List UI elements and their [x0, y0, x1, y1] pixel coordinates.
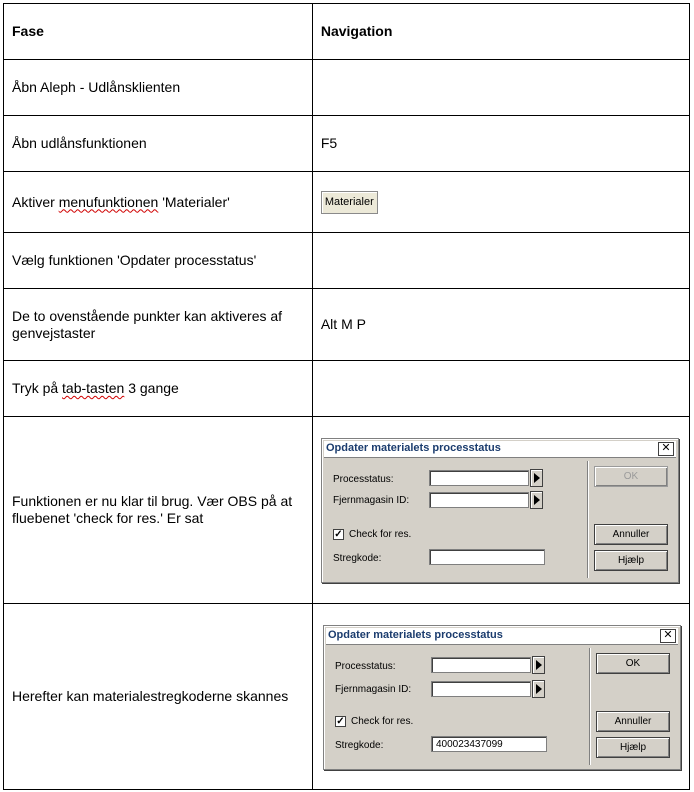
- check-for-res-label: Check for res.: [351, 716, 414, 727]
- fase-suffix: 3 gange: [124, 380, 179, 396]
- fase-suffix: 'Materialer': [158, 193, 230, 210]
- fase-cell: Funktionen er nu klar til brug. Vær OBS på at fluebenet 'check for res.' Er sat: [4, 417, 313, 604]
- check-for-res-checkbox[interactable]: ✓: [336, 716, 345, 727]
- processtatus-input[interactable]: [429, 470, 529, 486]
- navigation-cell: [312, 233, 689, 289]
- processtatus-arrow-icon[interactable]: [530, 469, 543, 487]
- table-row: [4, 361, 690, 417]
- check-for-res-label: Check for res.: [349, 529, 412, 540]
- dialog-separator: [589, 648, 591, 765]
- materialer-button[interactable]: Materialer: [321, 191, 378, 214]
- table-header-row: [4, 4, 690, 60]
- stregkode-label: Stregkode:: [335, 740, 384, 751]
- processtatus-label: Processtatus:: [333, 474, 394, 485]
- stregkode-input[interactable]: [429, 549, 545, 565]
- spellcheck-marked-word: menufunktionen: [58, 193, 159, 210]
- table-row: [4, 60, 690, 116]
- fase-prefix: Aktiver: [12, 193, 59, 210]
- processtatus-label: Processtatus:: [335, 661, 396, 672]
- table-row: [4, 116, 690, 172]
- annuller-button[interactable]: Annuller: [594, 524, 668, 545]
- fjernmagasin-arrow-icon[interactable]: [532, 680, 545, 698]
- hjaelp-button[interactable]: Hjælp: [596, 737, 670, 758]
- dialog-title: Opdater materialets processtatus: [328, 629, 503, 641]
- fase-prefix: Tryk på: [12, 380, 63, 396]
- processtatus-arrow-icon[interactable]: [532, 656, 545, 674]
- navigation-cell: [312, 60, 689, 116]
- fase-cell: [4, 172, 313, 233]
- close-icon[interactable]: ✕: [660, 629, 676, 643]
- fase-cell: [4, 361, 313, 417]
- stregkode-input[interactable]: 400023437099: [431, 736, 547, 752]
- dialog-title-bar: [326, 628, 678, 645]
- fase-cell: Vælg funktionen 'Opdater processtatus': [4, 233, 313, 289]
- opdater-processtatus-dialog-filled: [323, 625, 681, 770]
- table-row: [4, 233, 690, 289]
- fjernmagasin-arrow-icon[interactable]: [530, 491, 543, 509]
- dialog-title: Opdater materialets processtatus: [326, 442, 501, 454]
- table-row: [4, 289, 690, 361]
- fjernmagasin-label: Fjernmagasin ID:: [333, 495, 410, 506]
- ok-button[interactable]: OK: [594, 466, 668, 487]
- check-for-res-checkbox[interactable]: ✓: [334, 529, 343, 540]
- navigation-cell: [312, 172, 689, 233]
- fase-cell: Herefter kan materialestregkoderne skannes: [4, 604, 313, 790]
- fase-cell: Åbn udlånsfunktionen: [4, 116, 313, 172]
- stregkode-label: Stregkode:: [333, 553, 382, 564]
- hjaelp-button[interactable]: Hjælp: [594, 550, 668, 571]
- opdater-processtatus-dialog: [321, 438, 679, 583]
- fjernmagasin-label: Fjernmagasin ID:: [335, 684, 412, 695]
- dialog-title-bar: [324, 441, 676, 458]
- spellcheck-marked-word: tab-tasten: [62, 380, 125, 396]
- fase-cell: De to ovenstående punkter kan aktiveres af genvejstaster: [4, 289, 313, 361]
- dialog-separator: [587, 461, 589, 578]
- header-navigation: Navigation: [312, 4, 689, 60]
- fase-cell: Åbn Aleph - Udlånsklienten: [4, 60, 313, 116]
- navigation-cell: F5: [312, 116, 689, 172]
- navigation-cell: [312, 361, 689, 417]
- processtatus-input[interactable]: [431, 657, 531, 673]
- close-icon[interactable]: ✕: [658, 442, 674, 456]
- fjernmagasin-input[interactable]: [431, 681, 531, 697]
- table-row: [4, 172, 690, 233]
- navigation-cell: Alt M P: [312, 289, 689, 361]
- fjernmagasin-input[interactable]: [429, 492, 529, 508]
- header-fase: Fase: [4, 4, 313, 60]
- annuller-button[interactable]: Annuller: [596, 711, 670, 732]
- ok-button[interactable]: OK: [596, 653, 670, 674]
